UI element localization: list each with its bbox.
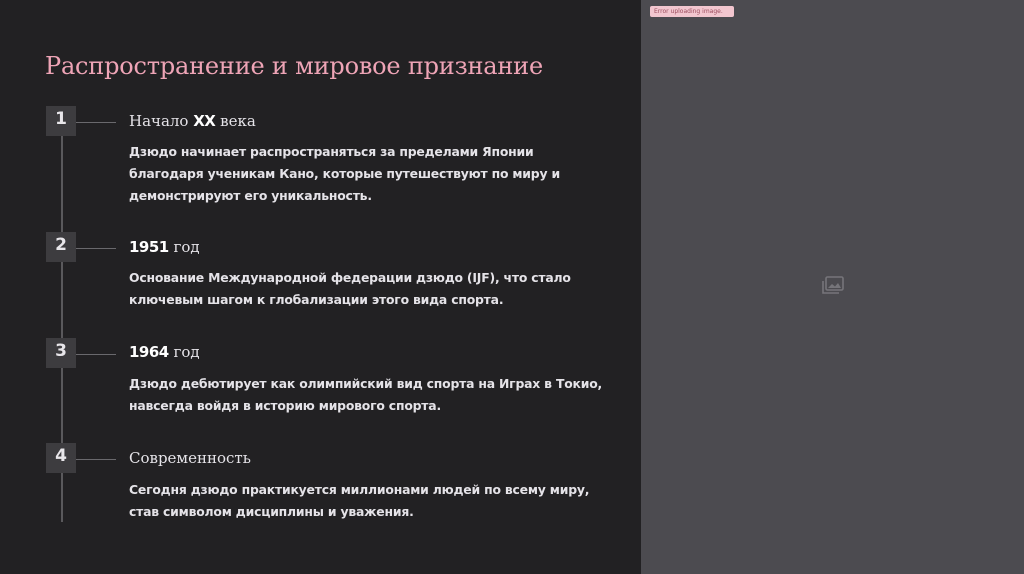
step-heading-highlight: 1964 [129,343,169,361]
image-icon [822,276,844,294]
slide-title: Распространение и мировое признание [45,52,543,80]
step-heading-2 [129,238,200,256]
step-body-1: Дзюдо начинает распространяться за пределами Японии благодаря ученикам Кано, которые путешествуют по миру и демонстрируют его уникальность. [129,144,560,203]
step-heading-prefix: Современность [129,449,251,467]
step-heading-prefix: Начало [129,112,194,130]
step-heading-highlight: 1951 [129,238,169,256]
step-body-2: Основание Международной федерации дзюдо (IJF), что стало ключевым шагом к глобализации этого вида спорта. [129,270,571,307]
step-connector-2 [76,248,116,249]
step-heading-suffix: год [168,343,200,361]
step-heading-highlight: XX [193,112,216,130]
step-connector-4 [76,459,116,460]
step-heading-3 [129,343,200,361]
step-connector-1 [76,122,116,123]
step-body-3: Дзюдо дебютирует как олимпийский вид спорта на Играх в Токио, навсегда войдя в историю мирового спорта. [129,376,603,413]
step-number-2: 2 [46,232,76,262]
step-body-4: Сегодня дзюдо практикуется миллионами людей по всему миру, став символом дисциплины и уважения. [129,482,590,519]
upload-error-badge: Error uploading image. [650,6,734,17]
step-connector-3 [76,354,116,355]
step-number-3: 3 [46,338,76,368]
step-heading-1 [129,112,256,130]
step-number-4: 4 [46,443,76,473]
step-number-1: 1 [46,106,76,136]
step-heading-suffix: год [168,238,200,256]
step-heading-suffix: века [215,112,256,130]
step-heading-4 [129,449,251,467]
